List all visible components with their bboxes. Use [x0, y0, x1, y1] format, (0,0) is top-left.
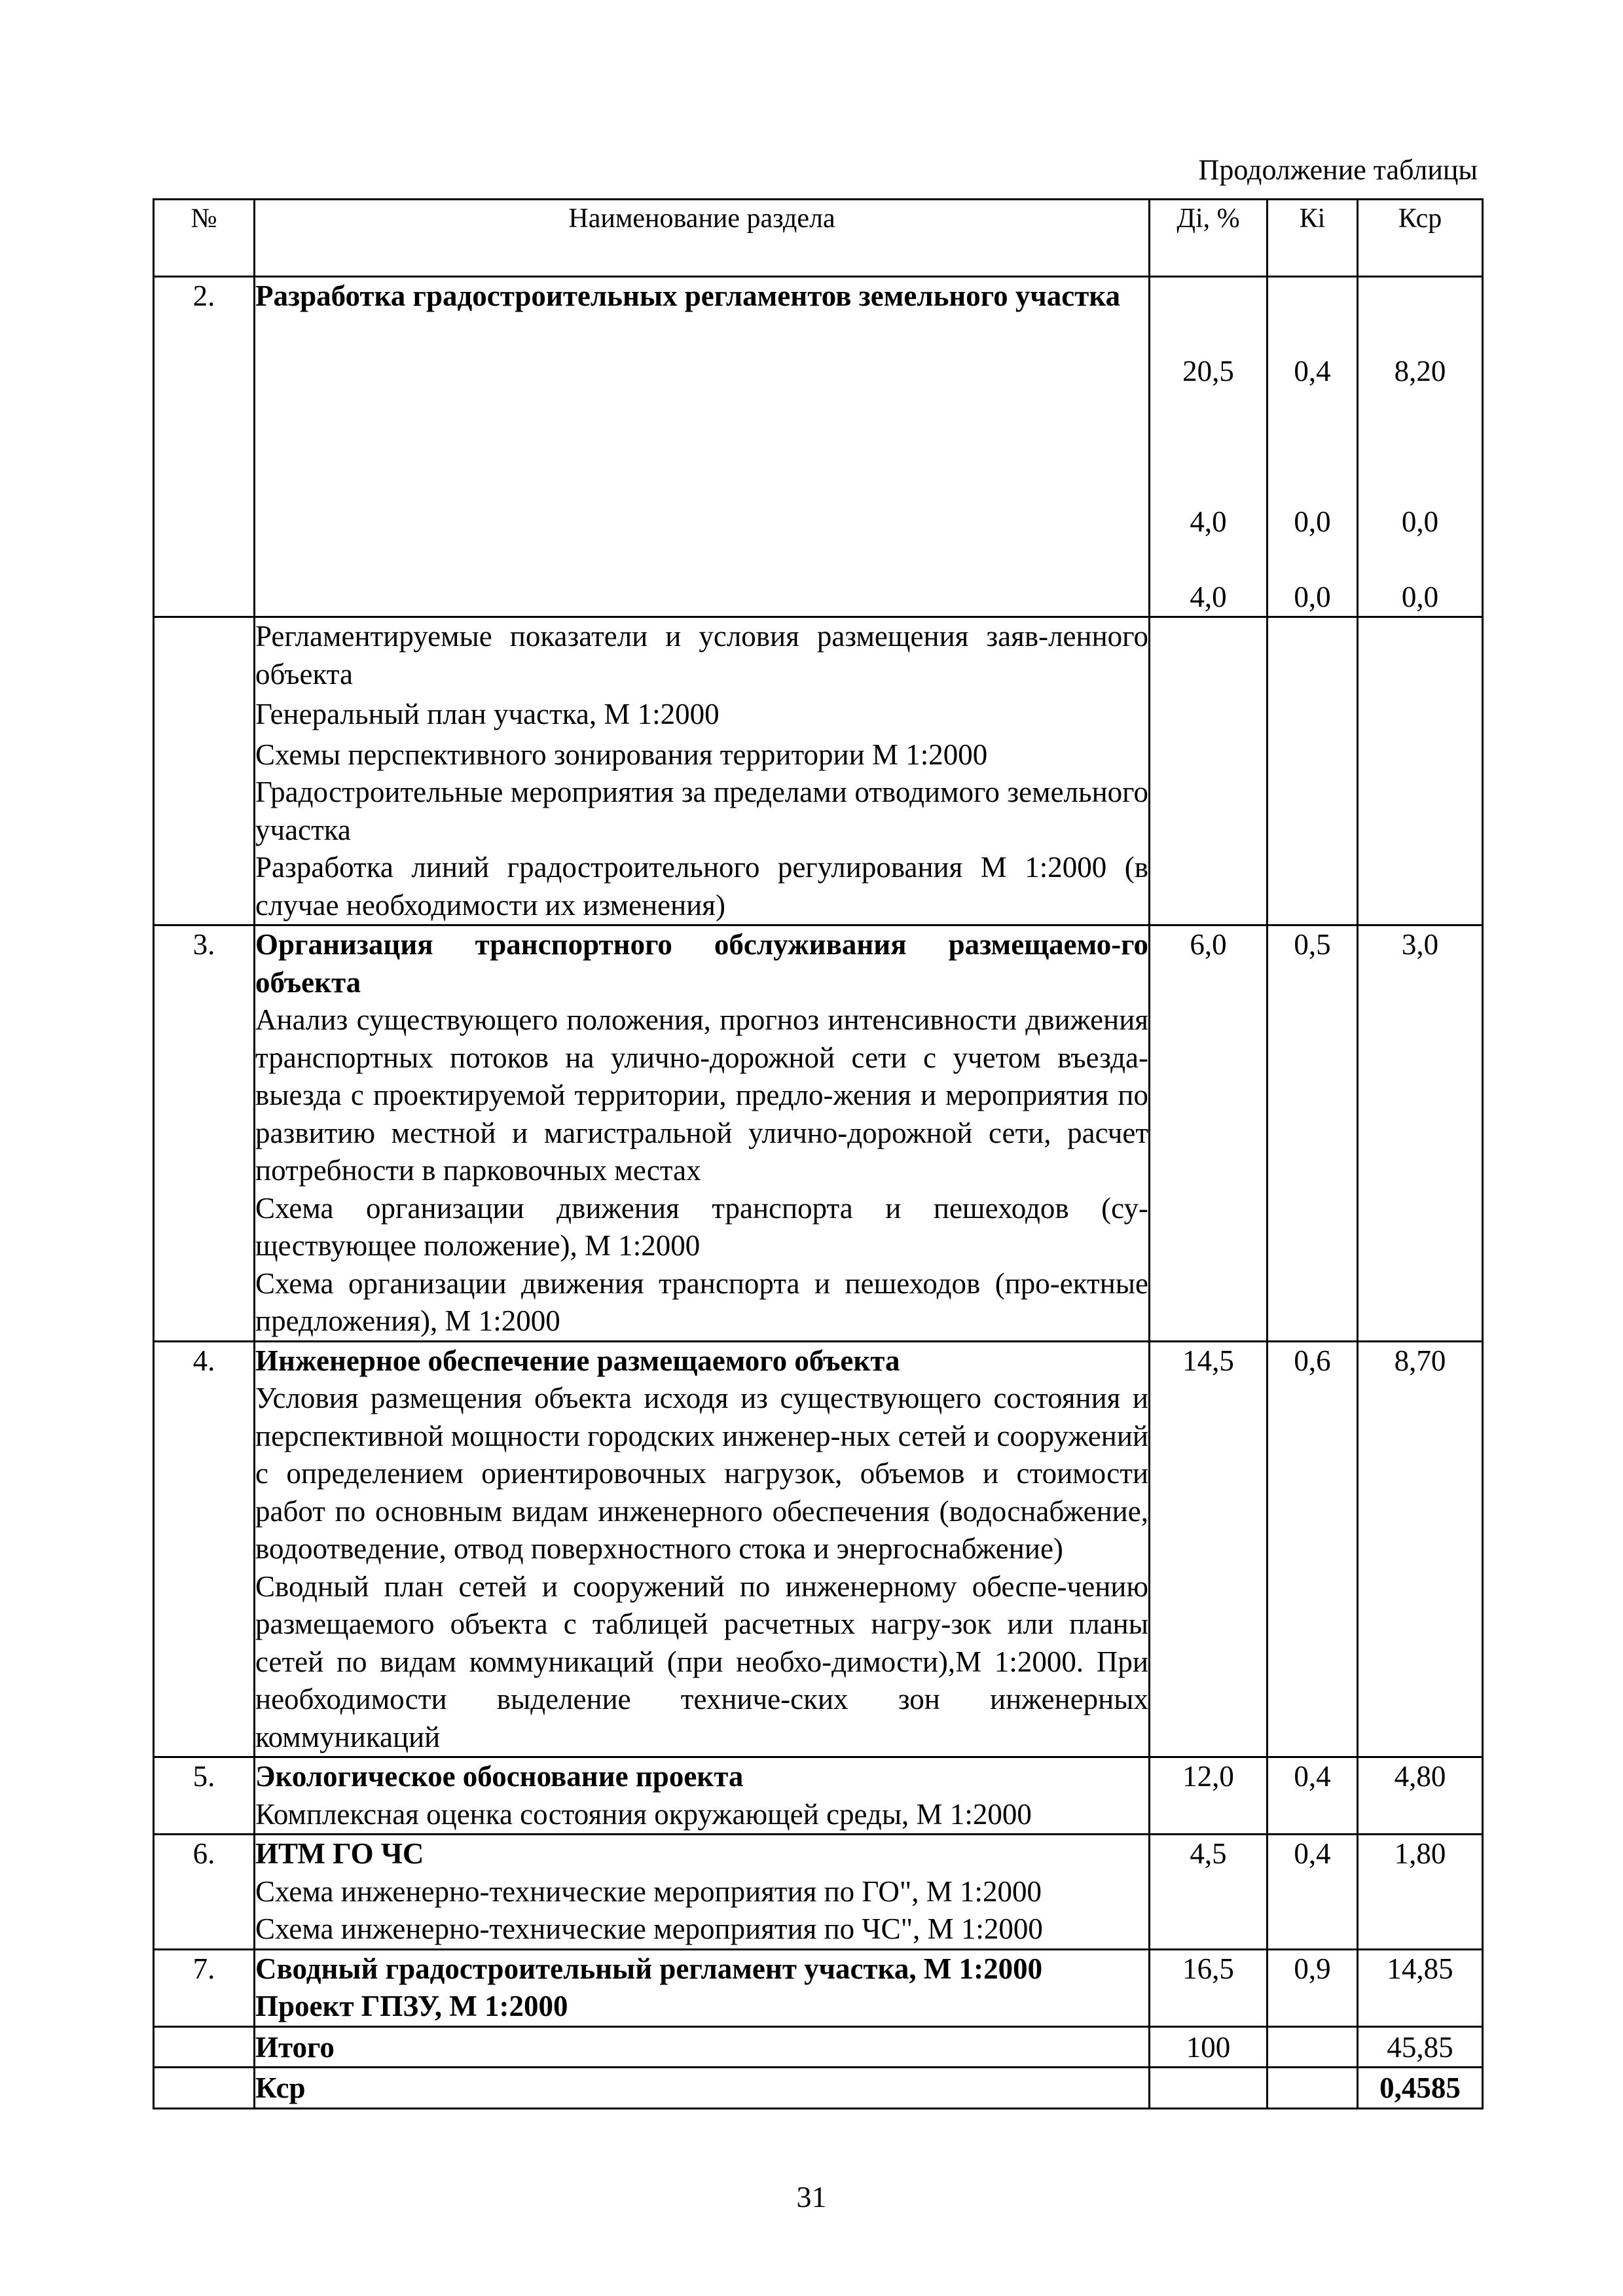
section-cell	[255, 1835, 1150, 1950]
ksr-value: 8,20	[1394, 355, 1446, 387]
row-number: 2.	[154, 277, 255, 617]
section-item: Комплексная оценка состояния окружающей среды, М 1:2000	[255, 1797, 1032, 1831]
di-value: 4,5	[1150, 1835, 1267, 1950]
ki-value: 0,0	[1294, 505, 1331, 538]
ksr-value: 1,80	[1358, 1835, 1483, 1950]
di-value: 6,0	[1150, 925, 1267, 1342]
ki-value: 0,4	[1267, 1835, 1358, 1950]
section-subtitle: Проект ГПЗУ, М 1:2000	[255, 1990, 568, 2022]
section-item: Схема организации движения транспорта и пешеходов (су-ществующее положение), М 1:2000	[255, 1191, 1148, 1262]
di-value: 12,0	[1150, 1757, 1267, 1835]
di-value: 4,0	[1190, 580, 1227, 613]
table-row	[154, 277, 1483, 617]
header-di: Дi, %	[1150, 200, 1267, 277]
ki-cell	[1267, 277, 1358, 617]
table-header-row	[154, 200, 1483, 277]
ksr-value: 0,0	[1401, 505, 1439, 538]
row-number: 6.	[154, 1835, 255, 1950]
section-item: Разработка линий градостроительного регулирования М 1:2000 (в случае необходимости их изменения)	[255, 851, 1148, 922]
ksr-value: 8,70	[1358, 1341, 1483, 1757]
section-item: Сводный план сетей и сооружений по инженерному обеспе-чению размещаемого объекта с таблицей расчетных нагру-зок или планы сетей по видам коммуникаций (при необхо-димости),М 1:2000. При необходимости выделение техниче-ских зон инженерных коммуникаций	[255, 1570, 1148, 1753]
page-number: 31	[796, 2180, 827, 2214]
section-cell	[255, 1949, 1150, 2026]
di-cell	[1150, 277, 1267, 617]
section-title: Разработка градостроительных регламентов земельного участка	[255, 279, 1121, 312]
section-cell	[255, 1757, 1150, 1835]
ki-value: 0,4	[1294, 355, 1331, 387]
row-number: 4.	[154, 1341, 255, 1757]
total-label: Итого	[255, 2026, 1150, 2068]
total-ksr: 45,85	[1358, 2026, 1483, 2068]
section-cell	[255, 277, 1150, 617]
total-di: 100	[1150, 2026, 1267, 2068]
di-value: 20,5	[1182, 355, 1234, 387]
table-continuation-caption: Продолжение таблицы	[1198, 154, 1478, 186]
section-item: Схемы перспективного зонирования территории М 1:2000	[255, 738, 988, 771]
header-number: №	[154, 200, 255, 277]
row-number: 7.	[154, 1949, 255, 2026]
sections-table	[153, 198, 1484, 2109]
section-cell	[255, 925, 1150, 1342]
header-section-name: Наименование раздела	[255, 200, 1150, 277]
table-row	[154, 1757, 1483, 1835]
section-title: Инженерное обеспечение размещаемого объекта	[255, 1344, 900, 1377]
di-value: 16,5	[1150, 1949, 1267, 2026]
table-row	[154, 1835, 1483, 1950]
total-ki	[1267, 2026, 1358, 2068]
ksr-row	[154, 2068, 1483, 2109]
section-item: Условия размещения объекта исходя из существующего состояния и перспективной мощности городских инженер-ных сетей и сооружений с определением ориентировочных нагрузок, объемов и стоимости работ по основным видам инженерного обеспечения (водоснабжение, водоотведение, отвод поверхностного стока и энергоснабжение)	[255, 1382, 1148, 1565]
ksr-value: 14,85	[1358, 1949, 1483, 2026]
section-item: Анализ существующего положения, прогноз интенсивности движения транспортных потоков на улично-дорожной сети с учетом въезда-выезда с проектируемой территории, предло-жения и мероприятия по развитию местной и магистральной улично-дорожной сети, расчет потребности в парковочных местах	[255, 1003, 1148, 1187]
ksr-label: Кср	[255, 2068, 1150, 2109]
ki-value: 0,6	[1267, 1341, 1358, 1757]
ksr-value: 0,0	[1401, 580, 1439, 613]
section-title: ИТМ ГО ЧС	[255, 1837, 424, 1870]
section-item: Регламентируемые показатели и условия размещения заяв-ленного объекта	[255, 620, 1148, 691]
total-row	[154, 2026, 1483, 2068]
row-number: 5.	[154, 1757, 255, 1835]
table-row	[154, 925, 1483, 1342]
section-cell	[255, 1341, 1150, 1757]
section-item: Схема инженерно-технические мероприятия по ГО", М 1:2000	[255, 1874, 1042, 1908]
section-item: Схема организации движения транспорта и пешеходов (про-ектные предложения), М 1:2000	[255, 1266, 1148, 1337]
header-ki: Кi	[1267, 200, 1358, 277]
ki-value: 0,9	[1267, 1949, 1358, 2026]
row-number: 3.	[154, 925, 255, 1342]
di-value: 4,0	[1190, 505, 1227, 538]
section-title: Экологическое обоснование проекта	[255, 1760, 744, 1793]
section-item: Градостроительные мероприятия за пределами отводимого земельного участка	[255, 776, 1148, 846]
section-title: Сводный градостроительный регламент участка, М 1:2000	[255, 1952, 1043, 1985]
section-item: Схема инженерно-технические мероприятия по ЧС", М 1:2000	[255, 1912, 1043, 1945]
header-ksr: Кср	[1358, 200, 1483, 277]
ksr-cell	[1358, 277, 1483, 617]
section-items-cell	[255, 617, 1150, 925]
section-title: Организация транспортного обслуживания размещаемо-го объекта	[255, 928, 1148, 999]
ksr-value: 3,0	[1358, 925, 1483, 1342]
ki-value: 0,5	[1267, 925, 1358, 1342]
di-value: 14,5	[1150, 1341, 1267, 1757]
ksr-value: 4,80	[1358, 1757, 1483, 1835]
ki-value: 0,0	[1294, 580, 1331, 613]
table-row	[154, 1341, 1483, 1757]
table-row-continuation	[154, 617, 1483, 925]
section-item: Генеральный план участка, М 1:2000	[255, 698, 720, 730]
ksr-total-value: 0,4585	[1358, 2068, 1483, 2109]
ki-value: 0,4	[1267, 1757, 1358, 1835]
table-row	[154, 1949, 1483, 2026]
